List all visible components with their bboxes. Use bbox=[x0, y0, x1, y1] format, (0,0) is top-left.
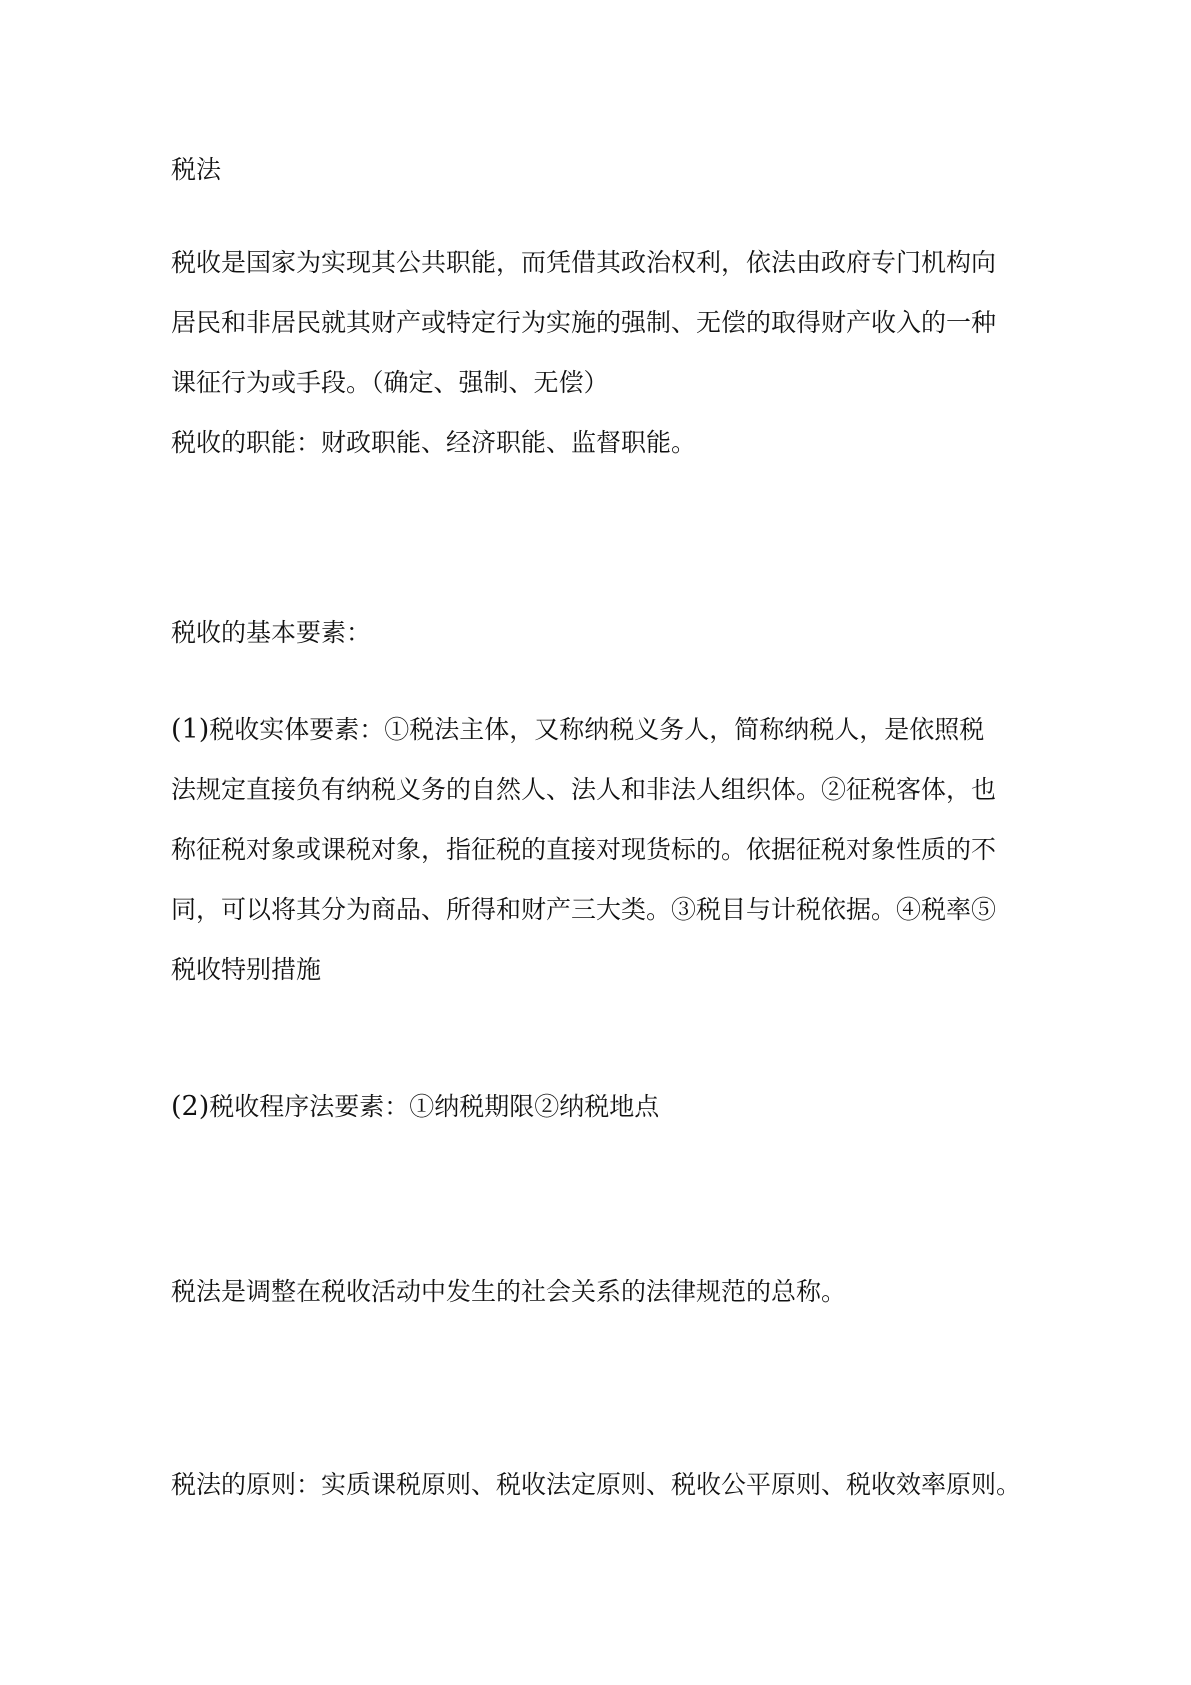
tax-functions-paragraph: 税收的职能：财政职能、经济职能、监督职能。 bbox=[171, 428, 697, 457]
text-line: 同，可以将其分为商品、所得和财产三大类。③税目与计税依据。④税率⑤ bbox=[171, 895, 997, 924]
tax-law-principles-paragraph: 税法的原则：实质课税原则、税收法定原则、税收公平原则、税收效率原则。 bbox=[171, 1470, 1022, 1499]
tax-law-definition-paragraph: 税法是调整在税收活动中发生的社会关系的法律规范的总称。 bbox=[171, 1277, 847, 1306]
document-title: 税法 bbox=[171, 155, 222, 184]
text-line: 称征税对象或课税对象，指征税的直接对现货标的。依据征税对象性质的不 bbox=[171, 835, 997, 864]
list-marker: (2) bbox=[171, 1091, 210, 1122]
procedural-elements-paragraph bbox=[171, 1077, 1031, 1137]
text-line: 税收是国家为实现其公共职能，而凭借其政治权利，依法由政府专门机构向 bbox=[171, 248, 997, 277]
text-line: 法规定直接负有纳税义务的自然人、法人和非法人组织体。②征税客体，也 bbox=[171, 775, 997, 804]
list-marker: (1) bbox=[171, 714, 210, 745]
text-line: 课征行为或手段。（确定、强制、无偿） bbox=[171, 368, 609, 397]
basic-elements-heading: 税收的基本要素： bbox=[171, 618, 372, 647]
tax-definition-paragraph bbox=[171, 233, 1031, 413]
text-line bbox=[171, 700, 1031, 760]
text-line: 税收特别措施 bbox=[171, 955, 322, 984]
text-segment: 税收实体要素：①税法主体，又称纳税义务人，简称纳税人，是依照税 bbox=[209, 715, 985, 744]
substantive-elements-paragraph bbox=[171, 700, 1031, 1000]
text-line bbox=[171, 1077, 1031, 1137]
text-segment: 税收程序法要素：①纳税期限②纳税地点 bbox=[209, 1092, 660, 1121]
text-line: 居民和非居民就其财产或特定行为实施的强制、无偿的取得财产收入的一种 bbox=[171, 308, 997, 337]
